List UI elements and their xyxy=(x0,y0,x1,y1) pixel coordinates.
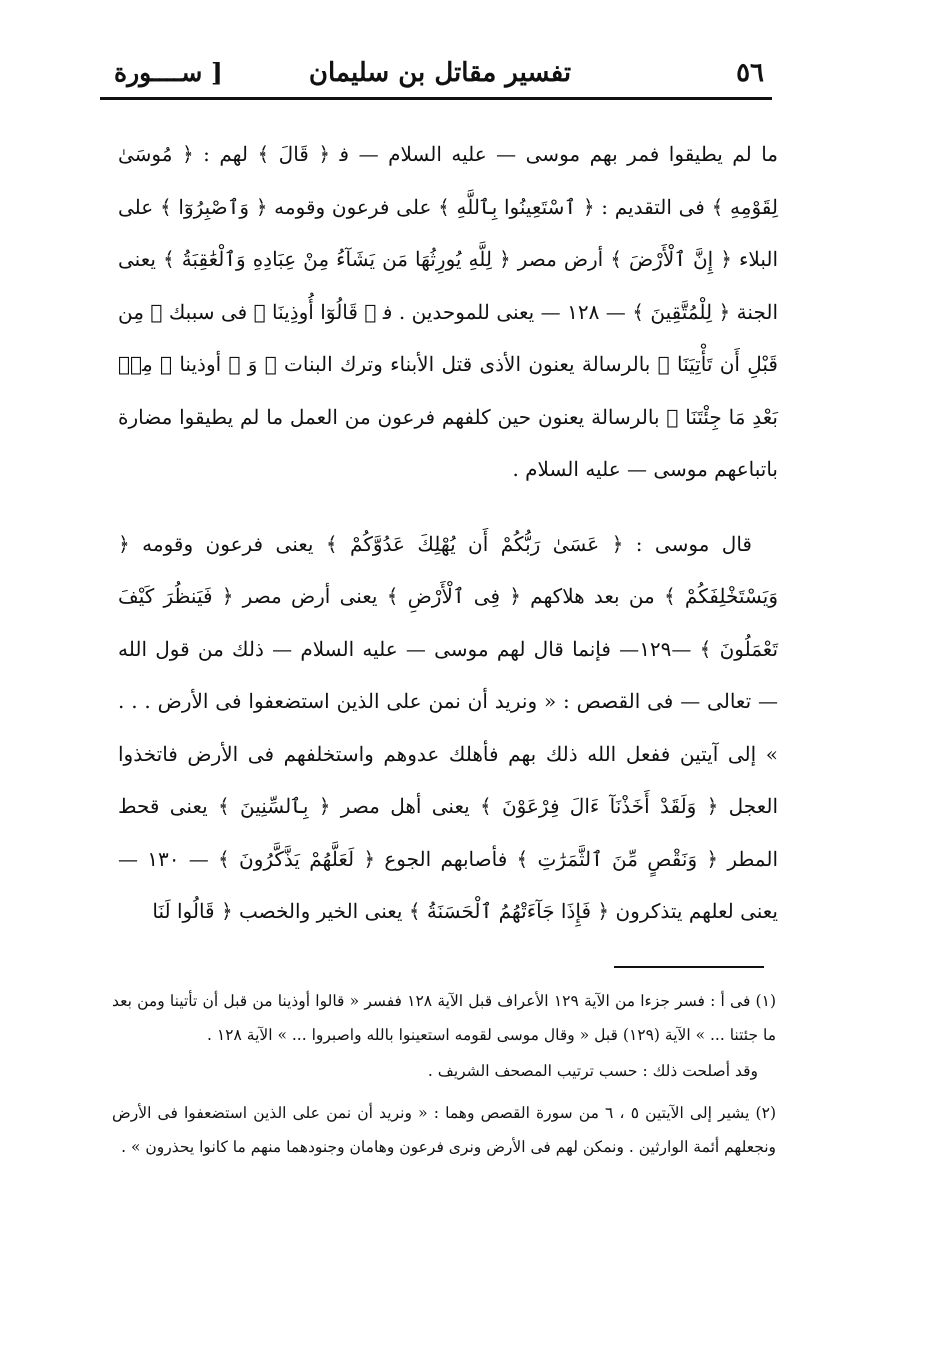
commentary-paragraph-2: قال موسى : ﴿ عَسَىٰ رَبُّكُمْ أَن يُهْلِكَ عَدُوَّكُمْ ﴾ يعنى فرعون وقومه ﴿ وَيَسْتَخْلِفَكُمْ ﴾ من بعد هلاكهم ﴿ فِى ٱلْأَرْضِ ﴾ يعنى أرض مصر ﴿ فَيَنظُرَ كَيْفَ تَعْمَلُونَ ﴾ —١٢٩— فإنما قال لهم موسى — عليه السلام — ذلك من قول الله — تعالى — فى القصص : « ونريد أن نمن على الذين استضعفوا فى الأرض . . . » إلى آيتين ففعل الله ذلك بهم فأهلك عدوهم واستخلفهم فى الأرض فاتخذوا العجل ﴿ وَلَقَدْ أَخَذْنَآ ءَالَ فِرْعَوْنَ ﴾ يعنى أهل مصر ﴿ بِٱلسِّنِينَ ﴾ يعنى قحط المطر ﴿ وَنَقْصٍ مِّنَ ٱلثَّمَرَٰتِ ﴾ فأصابهم الجوع ﴿ لَعَلَّهُمْ يَذَّكَّرُونَ ﴾ — ١٣٠ — يعنى لعلهم يتذكرون ﴿ فَإِذَا جَآءَتْهُمُ ٱلْحَسَنَةُ ﴾ يعنى الخير والخصب ﴿ قَالُوا لَنَا xyxy=(118,531,779,923)
page-header xyxy=(108,52,772,100)
footnotes xyxy=(112,984,776,1164)
footnote-2: (٢) يشير إلى الآيتين ٥ ، ٦ من سورة القصص وهما : « ونريد أن نمن على الذين استضعفوا فى الأرض ونجعلهم أئمة الوارثين . ونمكن لهم فى الأرض ونرى فرعون وهامان وجنودهما منهم ما كانوا يحذرون » . xyxy=(112,1104,776,1156)
section-label: [ ســــورة xyxy=(114,58,223,87)
footnote-rule xyxy=(614,966,764,968)
header-rule xyxy=(100,97,772,100)
commentary-body xyxy=(118,128,778,938)
running-title: تفسير مقاتل بن سليمان xyxy=(308,58,572,88)
commentary-paragraph-1: ما لم يطيقوا فمر بهم موسى — عليه السلام — ف‍ ﴿ قَالَ ﴾ لهم : ﴿ مُوسَىٰ لِقَوْمِهِ ﴾ فى التقديم : ﴿ ٱسْتَعِينُوا بِٱللَّهِ ﴾ على فرعون وقومه ﴿ وَٱصْبِرُوٓا ﴾ على البلاء ﴿ إِنَّ ٱلْأَرْضَ ﴾ أرض مصر ﴿ لِلَّهِ يُورِثُهَا مَن يَشَآءُ مِنْ عِبَادِهِ وَٱلْعَٰقِبَةُ ﴾ يعنى الجنة ﴿ لِلْمُتَّقِينَ ﴾ — ١٢٨ — يعنى للموحدين . ف‍ ﴿ قَالُوٓا أُوذِينَا ﴾ فى سببك ﴿ مِن قَبْلِ أَن تَأْتِيَنَا ﴾ بالرسالة يعنون الأذى قتل الأبناء وترك البنات ﴿ وَ ﴾ أوذينا ﴿ مِنۢ بَعْدِ مَا جِئْتَنَا ﴾ بالرسالة يعنون حين كلفهم فرعون من العمل ما لم يطيقوا مضارة باتباعهم موسى — عليه السلام . xyxy=(118,142,778,481)
footnote-1: (١) فى أ : فسر جزءا من الآية ١٢٩ الأعراف قبل الآية ١٢٨ ففسر « قالوا أوذينا من قبل أن تأتينا ومن بعد ما جئتنا ... » الآية (١٢٩) قبل « وقال موسى لقومه استعينوا بالله واصبروا ... » الآية ١٢٨ . xyxy=(112,992,776,1044)
page-number: ٥٦ xyxy=(736,58,764,88)
footnote-1-note: وقد أصلحت ذلك : حسب ترتيب المصحف الشريف . xyxy=(427,1062,758,1080)
